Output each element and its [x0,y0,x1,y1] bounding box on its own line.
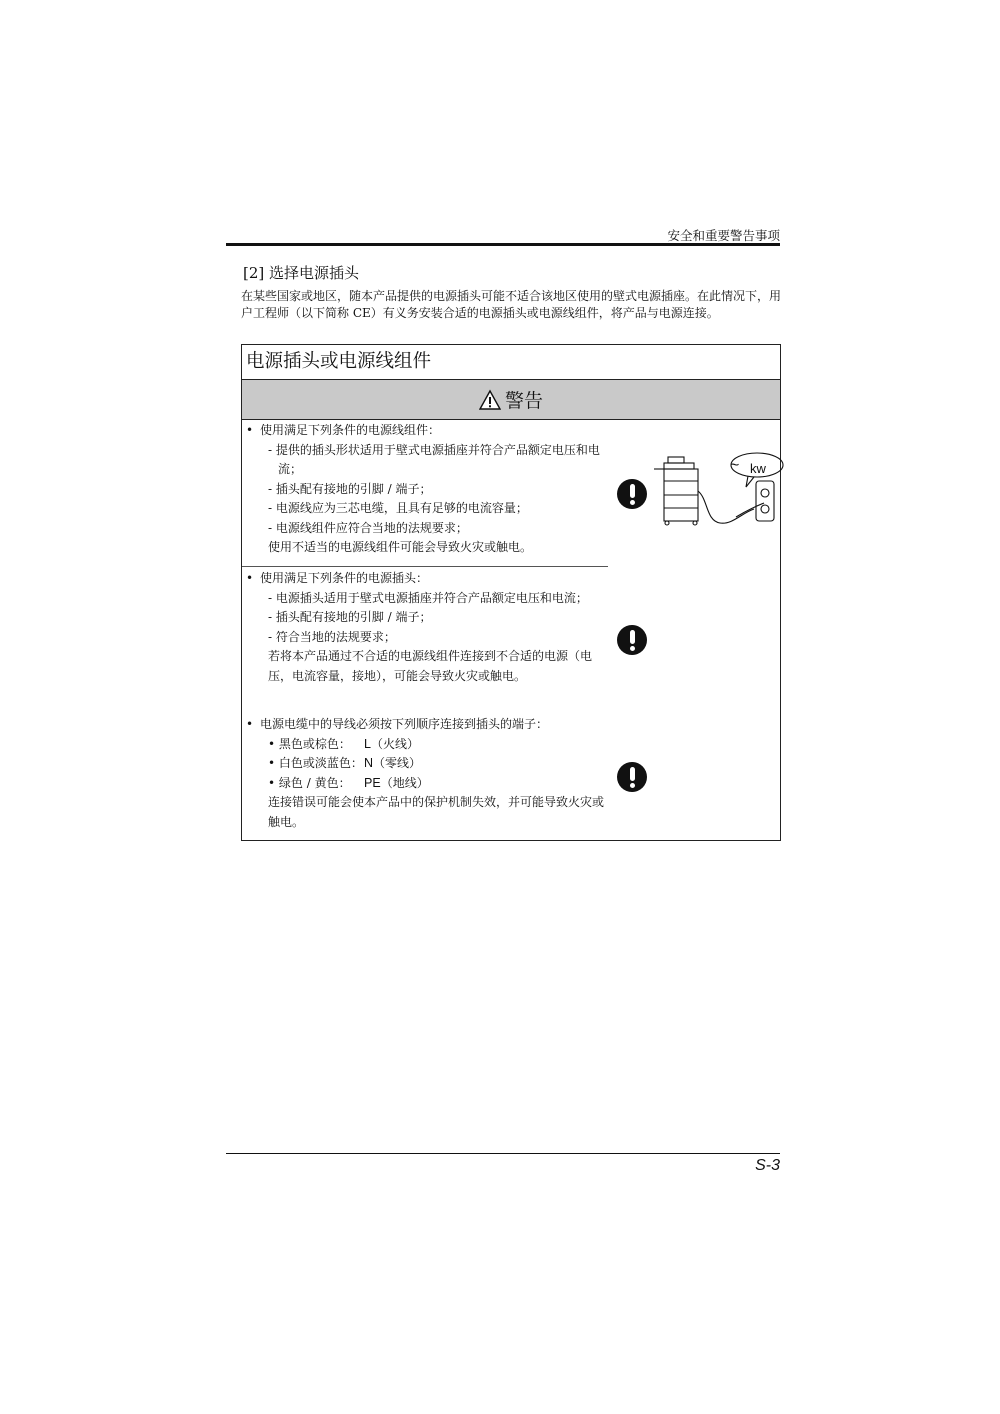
row-intro: • 使用满足下列条件的电源插头： [242,569,608,589]
list-item: - 提供的插头形状适用于壁式电源插座并符合产品额定电压和电流； [268,442,600,476]
list-item: - 插头配有接地的引脚 / 端子； [268,481,432,496]
row-note: 使用不适当的电源线组件可能会导致火灾或触电。 [268,540,533,554]
warning-label: 警告 [504,390,543,412]
list-item: - 电源线应为三芯电缆，且具有足够的电流容量； [268,501,528,515]
warning-table [241,344,781,841]
wire-item: • 黑色或棕色： L（火线） [268,736,419,751]
list-item: - 电源插头适用于壁式电源插座并符合产品额定电压和电流； [268,590,588,605]
list-item: - 电源线组件应符合当地的法规要求； [268,520,468,535]
mandatory-action-icon [617,479,647,509]
header-rule [226,243,780,246]
list-item: - 插头配有接地的引脚 / 端子； [268,610,432,624]
row-note: 连接错误可能会使本产品中的保护机制失效，并可能导致火灾或触电。 [268,795,605,829]
row-intro: • 使用满足下列条件的电源线组件： [242,421,608,441]
warning-bar [242,380,780,420]
warning-row-power-cord-set [242,421,608,567]
footer-rule [226,1153,780,1154]
row-intro: • 电源电缆中的导线必须按下列顺序连接到插头的端子： [242,715,608,735]
wire-item: • 绿色 / 黄色： PE（地线） [268,775,429,790]
header-title: 安全和重要警告事项 [667,228,780,243]
illustration-label: kw [750,461,766,476]
mandatory-action-icon [617,625,647,655]
table-title: 电源插头或电源线组件 [242,345,780,380]
warning-row-wire-order [242,715,608,832]
mandatory-action-icon [617,762,647,792]
warning-row-power-plug [242,569,608,686]
row-note: 若将本产品通过不合适的电源线组件连接到不合适的电源（电压，电流容量，接地），可能会导致火灾或触电。 [268,649,593,683]
illustration-tilde: ~ [730,457,740,474]
page-number: S-3 [755,1157,780,1174]
warning-triangle-icon [479,389,501,411]
list-item: - 符合当地的法规要求； [268,629,396,644]
intro-paragraph: 在某些国家或地区，随本产品提供的电源插头可能不适合该地区使用的壁式电源插座。在此情况下，用户工程师（以下简称 CE）有义务安装合适的电源插头或电源线组件，将产品与电源连接。 [241,289,782,320]
wire-item: • 白色或淡蓝色：N（零线） [268,756,422,770]
section-heading: [2] 选择电源插头 [243,264,360,282]
